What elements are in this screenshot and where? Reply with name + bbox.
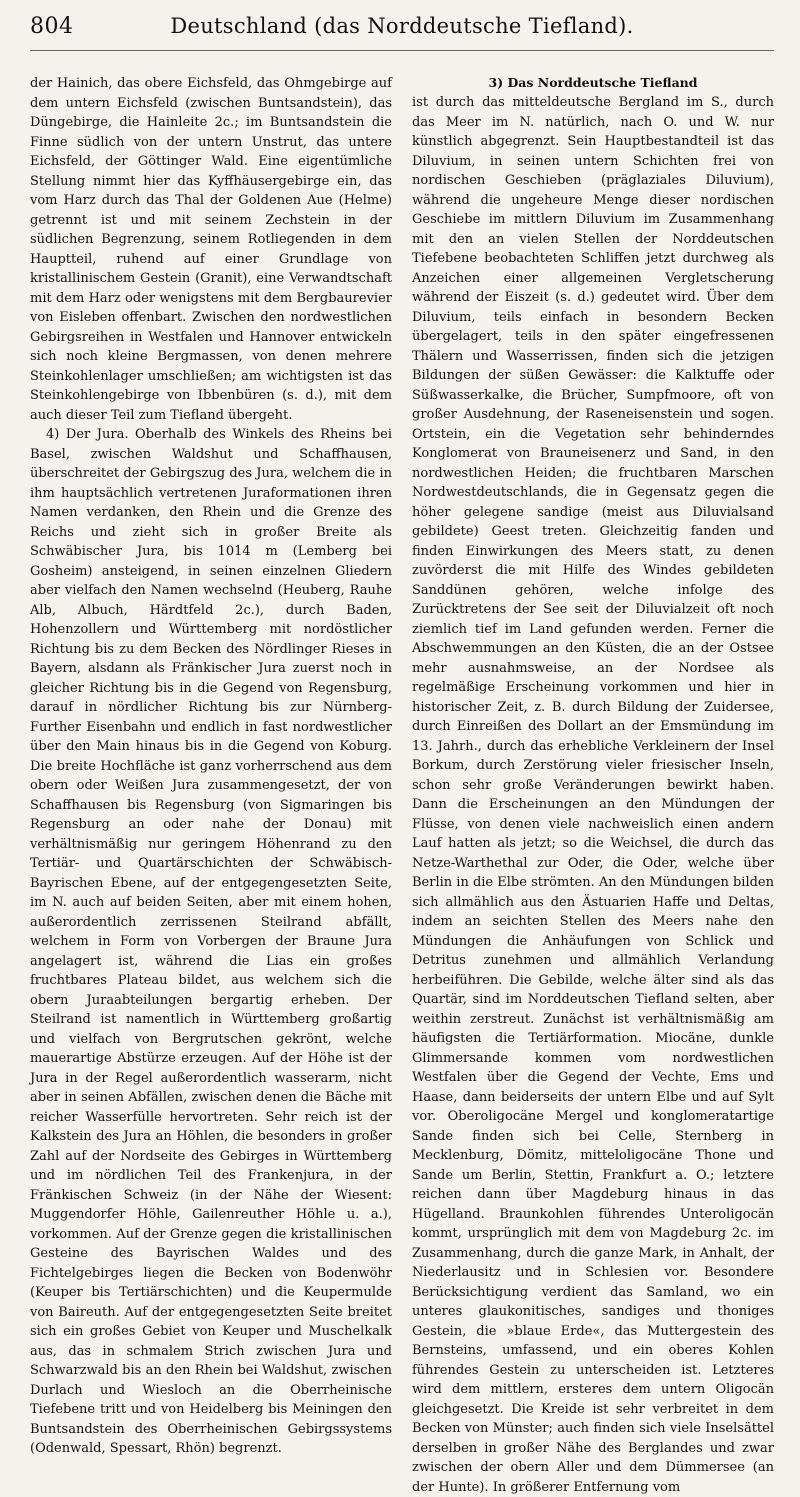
section-heading: 3) Das Norddeutsche Tiefland (488, 75, 698, 90)
right-column (412, 74, 774, 1495)
left-column (30, 74, 392, 1456)
paragraph-jura: 4) Der Jura. Oberhalb des Winkels des Rheins bei Basel, zwischen Waldshut und Schaffhausen, überschreitet der Gebirgszug des Jura, welchem die in ihm hauptsächlich vertretenen Juraformationen ihren Namen verdanken, den Rhein und die Grenze des Reichs und zieht sich in großer Breite als Schwäbischer Jura, bis 1014 m (Lemberg bei Gosheim) ansteigend, in seinen einzelnen Gliedern aber vielfach den Namen wechselnd (Heuberg, Rauhe Alb, Albuch, Härdtfeld 2c.), durch Baden, Hohenzollern und Württemberg mit nordöstlicher Richtung bis zu dem Becken des Nördlinger Rieses in Bayern, alsdann als Fränkischer Jura zuerst noch in gleicher Richtung bis in die Gegend von Regensburg, darauf in nördlicher Richtung bis zur Nürnberg-Further Eisenbahn und endlich in fast nordwestlicher über den Main hinaus bis in die Gegend von Koburg. Die breite Hochfläche ist ganz vorherrschend aus dem obern oder Weißen Jura zusammengesetzt, der von Schaffhausen bis Regensburg (von Sigmaringen bis Regensburg an oder nahe der Donau) mit verhältnismäßig nur geringem Höhenrand zu den Tertiär- und Quartärschichten der Schwäbisch-Bayrischen Ebene, auf der entgegengesetzten Seite, im N. auch auf beiden Seiten, aber mit einem hohen, außerordentlich zerrissenen Steilrand abfällt, welchem in Form von Vorbergen der Braune Jura angelagert ist, während die Lias ein großes fruchtbares Plateau bildet, aus welchem sich die obern Juraabteilungen bergartig erheben. Der Steilrand ist namentlich in Württemberg großartig und vielfach von Bergrutschen gekrönt, welche mauerartige Abstürze erzeugen. Auf der Höhe ist der Jura in der Regel außerordentlich wasserarm, nicht aber in seinen Abfällen, zwischen denen die Bäche mit reicher Wasserfülle hervortreten. Sehr reich ist der Kalkstein des Jura an Höhlen, die besonders in großer Zahl auf der Nordseite des Gebirges in Württemberg und im nördlichen Teil des Frankenjura, in der Fränkischen Schweiz (in der Nähe der Wiesent: Muggendorfer Höhle, Gailenreuther Höhle u. a.), vorkommen. Auf der Grenze gegen die kristallinischen Gesteine des Bayrischen Waldes und des Fichtelgebirges liegen die Becken von Bodenwöhr (Keuper bis Tertiärschichten) und die Keupermulde von Baireuth. Auf der entgegengesetzten Seite breitet sich ein großes Gebiet von Keuper und Muschelkalk aus, das in schmalem Strich zwischen Jura und Schwarzwald bis an den Rhein bei Waldshut, zwischen Durlach und Wiesloch an die Oberrheinische Tiefebene tritt und von Heidelberg bis Meiningen den Buntsandstein des Oberrheinischen Gebirgssystems (Odenwald, Spessart, Rhön) begrenzt. (30, 427, 392, 1456)
paragraph-continued: der Hainich, das obere Eichsfeld, das Ohmgebirge auf dem untern Eichsfeld (zwischen Buntsandstein), das Düngebirge, die Hainleite 2c.; im Buntsandstein die Finne südlich von der untern Unstrut, das untere Eichsfeld, der Göttinger Wald. Eine eigentümliche Stellung nimmt hier das Kyffhäusergebirge ein, das vom Harz durch das Thal der Goldenen Aue (Helme) getrennt ist und mit seinem Zechstein in der südlichen Begrenzung, seinem Rotliegenden in dem Hauptteil, ruhend auf einer Grundlage von kristallinischem Gestein (Granit), eine Verwandtschaft mit dem Harz oder wenigstens mit dem Bergbaurevier von Eisleben offenbart. Zwischen den nordwestlichen Gebirgsreihen in Westfalen und Hannover entwickeln sich noch kleine Bergmassen, von denen mehrere Steinkohlenlager umschließen; am wichtigsten ist das Steinkohlengebirge von Ibbenbüren (s. d.), mit dem auch dieser Teil zum Tiefland übergeht. (30, 76, 392, 423)
page-number: 804 (30, 14, 74, 39)
running-head: Deutschland (das Norddeutsche Tiefland). (170, 14, 634, 38)
text-columns (30, 74, 774, 1495)
page-header (30, 8, 774, 51)
paragraph-tiefland: ist durch das mitteldeutsche Bergland im S., durch das Meer im N. natürlich, nach O. und W. nur künstlich abgegrenzt. Sein Hauptbestandteil ist das Diluvium, in seinen untern Schichten frei von nordischen Geschieben (präglaziales Diluvium), während die ungeheure Menge dieser nordischen Geschiebe im mittlern Diluvium im Zusammenhang mit den an vielen Stellen der Norddeutschen Tiefebene beobachteten Schliffen jetzt durchweg als Anzeichen einer allgemeinen Vergletscherung während der Eiszeit (s. d.) gedeutet wird. Über dem Diluvium, teils einfach in besondern Becken übergelagert, teils in den später eingefressenen Thälern und Wasserrissen, finden sich die jetzigen Bildungen der süßen Gewässer: die Kalktuffe oder Süßwasserkalke, die Brücher, Sumpfmoore, oft von großer Ausdehnung, der Raseneisenstein und sogen. Ortstein, ein die Vegetation sehr behinderndes Konglomerat von Brauneisenerz und Sand, in den nordwestlichen Heiden; die fruchtbaren Marschen Nordwestdeutschlands, die in Gegensatz gegen die höher gelegene sandige (meist aus Diluvialsand gebildete) Geest treten. Gleichzeitig fanden und finden Einwirkungen des Meers statt, zu denen zuvörderst die mit Hilfe des Windes gebildeten Sanddünen gehören, welche infolge des Zurücktretens der See seit der Diluvialzeit oft noch ziemlich tief im Land gefunden werden. Ferner die Abschwemmungen an den Küsten, die an der Ostsee mehr ausnahmsweise, an der Nordsee als regelmäßige Erscheinung vorkommen und hier in historischer Zeit, z. B. durch Bildung der Zuidersee, durch Einreißen des Dollart an der Emsmündung im 13. Jahrh., durch das erhebliche Verkleinern der Insel Borkum, durch Zerstörung vieler friesischer Inseln, schon sehr große Veränderungen bewirkt haben. Dann die Erscheinungen an den Mündungen der Flüsse, von denen viele nachweislich einen andern Lauf hatten als jetzt; so die Weichsel, die durch das Netze-Warthethal zur Oder, die Oder, welche über Berlin in die Elbe strömten. An den Mündungen bilden sich allmählich aus den Ästuarien Haffe und Deltas, indem an seichten Stellen des Meers nahe den Mündungen die Anhäufungen von Schlick und Detritus zunehmen und allmählich Verlandung herbeiführen. Die Gebilde, welche älter sind als das Quartär, sind im Norddeutschen Tiefland selten, aber weithin zerstreut. Zunächst ist verhältnismäßig am häufigsten die Tertiärformation. Miocäne, dunkle Glimmersande kommen vom nordwestlichen Westfalen über die Gegend der Vechte, Ems und Haase, dann beiderseits der untern Elbe und auf Sylt vor. Oberoligocäne Mergel und konglomeratartige Sande finden sich bei Celle, Sternberg in Mecklenburg, Dömitz, mitteloligocäne Thone und Sande um Berlin, Stettin, Frankfurt a. O.; letztere reichen dann über Magdeburg hinaus in das Hügelland. Braunkohlen führendes Unteroligocän kommt, ursprünglich mit dem von Magdeburg 2c. im Zusammenhang, durch die ganze Mark, in Anhalt, der Niederlausitz und in Schlesien vor. Besondere Berücksichtigung verdient das Samland, wo ein unteres glaukonitisches, sandiges und thoniges Gestein, die »blaue Erde«, das Muttergestein des Bernsteins, umfassend, und ein oberes Kohlen führendes Gestein zu unterscheiden ist. Letzteres wird dem mittlern, ersteres dem untern Oligocän gleichgesetzt. Die Kreide ist sehr verbreitet in dem Becken von Münster; auch finden sich viele Inselsättel derselben in großer Nähe des Berglandes und zwar zwischen der obern Aller und dem Dümmersee (an der Hunte). In größerer Entfernung vom (412, 95, 774, 1495)
